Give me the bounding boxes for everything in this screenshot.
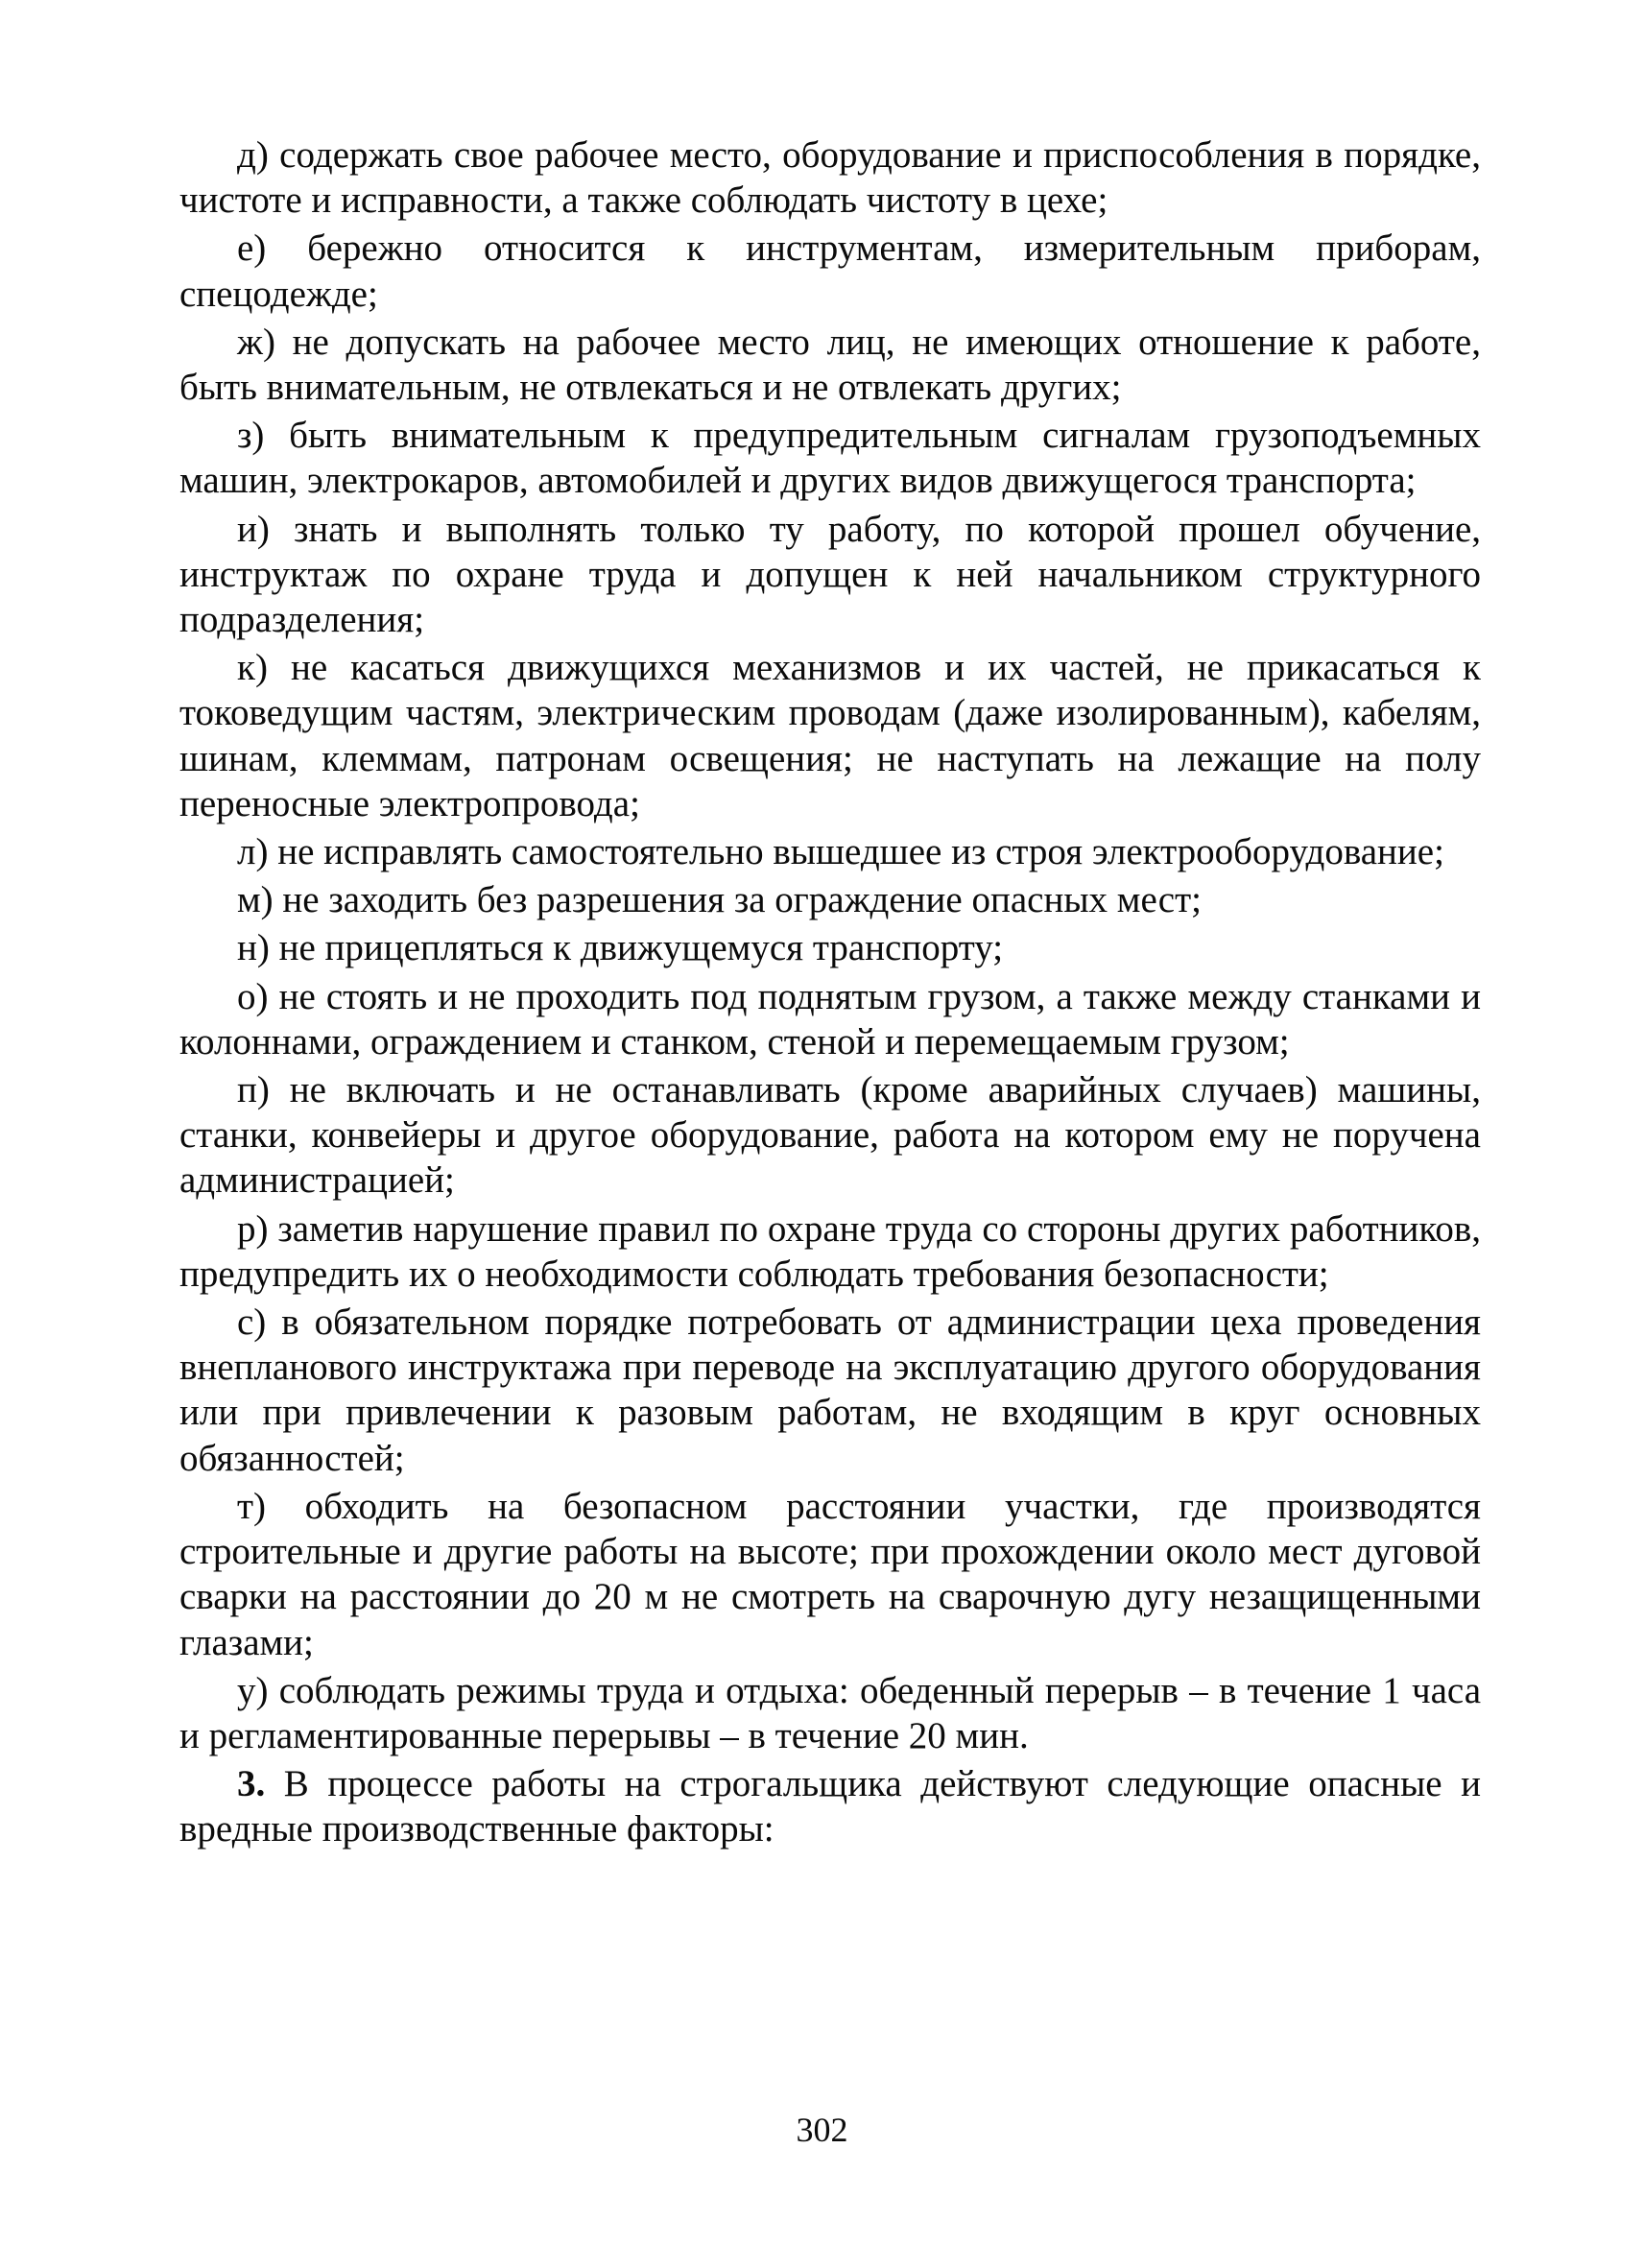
list-item-o: о) не стоять и не проходить под поднятым грузом, а также между станками и колоннами, ограждением и станком, стеной и перемещаемым грузом; xyxy=(179,975,1481,1062)
list-item-n: н) не прицепляться к движущемуся транспорту; xyxy=(237,927,1004,969)
list-item-l: л) не исправлять самостоятельно вышедшее из строя электрооборудование; xyxy=(237,831,1444,873)
list-item-s: с) в обязательном порядке потребовать от администрации цеха проведения внепланового инструктажа при переводе на эксплуатацию другого оборудования или при привлечении к разовым работам, не входящим в круг основных обязанностей; xyxy=(179,1301,1481,1479)
list-item-zh: ж) не допускать на рабочее место лиц, не имеющих отношение к работе, быть внимательным, не отвлекаться и не отвлекать других; xyxy=(179,321,1481,409)
list-item-d: д) содержать свое рабочее место, оборудование и приспособления в порядке, чистоте и исправности, а также соблюдать чистоту в цехе; xyxy=(179,134,1481,222)
list-item-r: р) заметив нарушение правил по охране труда со стороны других работников, предупредить их о необходимости соблюдать требования безопасности; xyxy=(179,1207,1481,1295)
list-item-m: м) не заходить без разрешения за ограждение опасных мест; xyxy=(237,879,1202,921)
section-3-text: В процессе работы на строгальщика действуют следующие опасные и вредные производственные факторы: xyxy=(179,1763,1481,1850)
document-body xyxy=(179,132,1481,1855)
list-item-u: у) соблюдать режимы труда и отдыха: обеденный перерыв – в течение 1 часа и регламентированные перерывы – в течение 20 мин. xyxy=(179,1669,1481,1756)
list-item-t: т) обходить на безопасном расстоянии участки, где производятся строительные и другие работы на высоте; при прохождении около мест дуговой сварки на расстоянии до 20 м не смотреть на сварочную дугу незащищенными глазами; xyxy=(179,1485,1481,1663)
section-3-paragraph xyxy=(179,1761,1481,1851)
list-item-p: п) не включать и не останавливать (кроме аварийных случаев) машины, станки, конвейеры и другое оборудование, работа на котором ему не поручена администрацией; xyxy=(179,1069,1481,1202)
list-item-k: к) не касаться движущихся механизмов и их частей, не прикасаться к токоведущим частям, электрическим проводам (даже изолированным), кабелям, шинам, клеммам, патронам освещения; не наступать на лежащие на полу переносные электропровода; xyxy=(179,647,1481,824)
list-item-z: з) быть внимательным к предупредительным сигналам грузоподъемных машин, электрокаров, автомобилей и других видов движущегося транспорта; xyxy=(179,415,1481,502)
page-number: 302 xyxy=(796,2111,848,2149)
section-3-number: 3. xyxy=(237,1763,266,1805)
list-item-i: и) знать и выполнять только ту работу, по которой прошел обучение, инструктаж по охране труда и допущен к ней начальником структурного подразделения; xyxy=(179,508,1481,641)
list-item-e: е) бережно относится к инструментам, измерительным приборам, спецодежде; xyxy=(179,227,1481,315)
